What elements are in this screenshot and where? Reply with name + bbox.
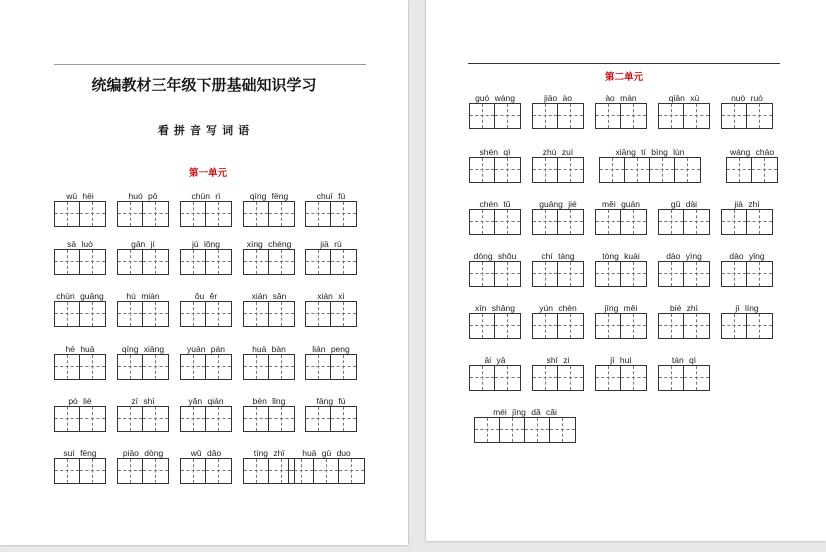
tian-grid-cell <box>727 158 752 182</box>
pinyin-label: huā bàn <box>252 344 286 354</box>
pinyin-label: měi guān <box>602 199 640 209</box>
tian-grid-cell <box>533 262 558 286</box>
pinyin-label: suí fēng <box>63 448 97 458</box>
pinyin-label: yún chèn <box>539 303 577 313</box>
tian-grid-cell <box>331 250 356 274</box>
writing-box[interactable] <box>658 313 710 339</box>
pinyin-label: chūn guāng <box>56 291 104 301</box>
tian-grid-cell <box>596 366 621 390</box>
tian-grid-cell <box>747 104 772 128</box>
tian-grid-cell <box>80 407 105 431</box>
tian-grid-cell <box>206 302 231 326</box>
tian-grid-cell <box>306 302 331 326</box>
tian-grid-cell <box>495 158 520 182</box>
tian-grid-cell <box>206 202 231 226</box>
pinyin-label: dào yìng <box>666 251 702 261</box>
tian-grid-cell <box>80 302 105 326</box>
tian-grid-cell <box>495 262 520 286</box>
pinyin-label: tíng zhǐ <box>253 448 285 458</box>
tian-grid-cell <box>650 158 675 182</box>
tian-grid-cell <box>118 459 143 483</box>
tian-grid-cell <box>206 459 231 483</box>
pinyin-label: zī shì <box>131 396 155 406</box>
writing-box[interactable] <box>117 301 169 327</box>
tian-grid-cell <box>470 158 495 182</box>
tian-grid-cell <box>600 158 625 182</box>
tian-grid-cell <box>500 418 525 442</box>
tian-grid-cell <box>558 158 583 182</box>
writing-box[interactable] <box>474 417 576 443</box>
pinyin-label: xíng chéng <box>246 239 292 249</box>
pinyin-label: chuī fú <box>316 191 346 201</box>
tian-grid-cell <box>533 366 558 390</box>
writing-box[interactable] <box>595 261 647 287</box>
writing-box[interactable] <box>721 261 773 287</box>
tian-grid-cell <box>55 355 80 379</box>
tian-grid-cell <box>470 104 495 128</box>
tian-grid-cell <box>331 202 356 226</box>
tian-grid-cell <box>558 262 583 286</box>
writing-box[interactable] <box>305 201 357 227</box>
tian-grid-cell <box>470 314 495 338</box>
tian-grid-cell <box>533 314 558 338</box>
writing-box[interactable] <box>243 301 295 327</box>
tian-grid-cell <box>306 355 331 379</box>
pinyin-label: jiā rù <box>320 239 342 249</box>
writing-box[interactable] <box>595 209 647 235</box>
pinyin-label: fāng fú <box>316 396 346 406</box>
document-page-left <box>0 0 408 545</box>
writing-box[interactable] <box>726 157 778 183</box>
writing-box[interactable] <box>595 103 647 129</box>
pinyin-label: tán qì <box>671 355 697 365</box>
pinyin-label: ào màn <box>605 93 637 103</box>
pinyin-label: guó wáng <box>475 93 515 103</box>
tian-grid-cell <box>495 210 520 234</box>
pinyin-label: sā luò <box>67 239 93 249</box>
writing-box[interactable] <box>305 406 357 432</box>
pinyin-label: chí táng <box>541 251 575 261</box>
writing-box[interactable] <box>305 354 357 380</box>
tian-grid-cell <box>181 250 206 274</box>
tian-grid-cell <box>306 407 331 431</box>
pinyin-label: qīng xiāng <box>121 344 165 354</box>
tian-grid-cell <box>244 302 269 326</box>
writing-box[interactable] <box>469 365 521 391</box>
pinyin-label: qīng fēng <box>249 191 289 201</box>
pinyin-label: gǔ dài <box>670 199 698 209</box>
tian-grid-cell <box>621 262 646 286</box>
pinyin-label: jī huì <box>610 355 632 365</box>
tian-grid-cell <box>470 210 495 234</box>
tian-grid-cell <box>533 210 558 234</box>
tian-grid-cell <box>495 314 520 338</box>
writing-box[interactable] <box>532 313 584 339</box>
tian-grid-cell <box>80 355 105 379</box>
writing-box[interactable] <box>54 201 106 227</box>
pinyin-label: huó pō <box>128 191 158 201</box>
tian-grid-cell <box>596 104 621 128</box>
tian-grid-cell <box>55 202 80 226</box>
writing-box[interactable] <box>721 103 773 129</box>
tian-grid-cell <box>752 158 777 182</box>
tian-grid-cell <box>684 314 709 338</box>
tian-grid-cell <box>495 104 520 128</box>
tian-grid-cell <box>659 366 684 390</box>
tian-grid-cell <box>118 202 143 226</box>
pinyin-label: jiāo ào <box>543 93 573 103</box>
pinyin-label: xián sǎn <box>251 291 287 301</box>
tian-grid-cell <box>621 314 646 338</box>
tian-grid-cell <box>55 459 80 483</box>
tian-grid-cell <box>80 459 105 483</box>
tian-grid-cell <box>533 158 558 182</box>
writing-box[interactable] <box>180 249 232 275</box>
writing-box[interactable] <box>595 313 647 339</box>
pinyin-label: jì líng <box>735 303 759 313</box>
tian-grid-cell <box>621 210 646 234</box>
pinyin-label: dòng shǒu <box>473 251 517 261</box>
tian-grid-cell <box>550 418 575 442</box>
writing-box[interactable] <box>180 458 232 484</box>
pinyin-label: hé huā <box>65 344 95 354</box>
tian-grid-cell <box>118 302 143 326</box>
writing-box[interactable] <box>658 209 710 235</box>
pinyin-label: wǔ dǎo <box>190 448 222 458</box>
writing-box[interactable] <box>532 103 584 129</box>
header-rule <box>54 64 366 65</box>
tian-grid-cell <box>596 210 621 234</box>
tian-grid-cell <box>747 262 772 286</box>
writing-box[interactable] <box>469 209 521 235</box>
writing-box[interactable] <box>54 406 106 432</box>
pinyin-label: hú miàn <box>126 291 160 301</box>
tian-grid-cell <box>596 262 621 286</box>
tian-grid-cell <box>269 250 294 274</box>
writing-box[interactable] <box>532 157 584 183</box>
pinyin-label: wáng cháo <box>729 147 775 157</box>
pinyin-label: xiāng tí bìng lùn <box>615 147 685 157</box>
tian-grid-cell <box>331 302 356 326</box>
unit-heading: 第一单元 <box>188 168 227 179</box>
tian-grid-cell <box>747 314 772 338</box>
pinyin-label: shén qì <box>479 147 511 157</box>
tian-grid-cell <box>495 366 520 390</box>
writing-box[interactable] <box>532 365 584 391</box>
tian-grid-cell <box>621 104 646 128</box>
tian-grid-cell <box>722 262 747 286</box>
writing-box[interactable] <box>117 406 169 432</box>
writing-box[interactable] <box>54 249 106 275</box>
pinyin-label: zhù zuì <box>542 147 574 157</box>
pinyin-label: huā gū duo <box>302 448 351 458</box>
tian-grid-cell <box>558 314 583 338</box>
tian-grid-cell <box>143 407 168 431</box>
pinyin-label: tòng kuài <box>602 251 640 261</box>
writing-box[interactable] <box>469 103 521 129</box>
tian-grid-cell <box>181 355 206 379</box>
tian-grid-cell <box>684 210 709 234</box>
tian-grid-cell <box>244 407 269 431</box>
tian-grid-cell <box>143 355 168 379</box>
tian-grid-cell <box>470 262 495 286</box>
writing-box[interactable] <box>595 365 647 391</box>
tian-grid-cell <box>181 459 206 483</box>
writing-box[interactable] <box>243 354 295 380</box>
writing-box[interactable] <box>305 301 357 327</box>
tian-grid-cell <box>675 158 700 182</box>
writing-box[interactable] <box>117 458 169 484</box>
pinyin-label: chūn rì <box>191 191 221 201</box>
writing-box[interactable] <box>469 261 521 287</box>
tian-grid-cell <box>659 262 684 286</box>
pinyin-label: wū hēi <box>66 191 94 201</box>
tian-grid-cell <box>684 262 709 286</box>
writing-box[interactable] <box>532 209 584 235</box>
tian-grid-cell <box>80 202 105 226</box>
tian-grid-cell <box>181 302 206 326</box>
tian-grid-cell <box>269 302 294 326</box>
tian-grid-cell <box>269 202 294 226</box>
pinyin-label: nuò ruò <box>731 93 763 103</box>
pinyin-label: lián peng <box>312 344 350 354</box>
writing-box[interactable] <box>54 301 106 327</box>
pinyin-label: pò liè <box>68 396 92 406</box>
page-title: 统编教材三年级下册基础知识学习 <box>91 77 317 94</box>
tian-grid-cell <box>625 158 650 182</box>
writing-box[interactable] <box>180 406 232 432</box>
tian-grid-cell <box>206 407 231 431</box>
tian-grid-cell <box>244 459 269 483</box>
writing-box[interactable] <box>721 209 773 235</box>
tian-grid-cell <box>55 407 80 431</box>
pinyin-label: chén tǔ <box>479 199 511 209</box>
tian-grid-cell <box>289 459 314 483</box>
tian-grid-cell <box>244 355 269 379</box>
pinyin-label: xīn shǎng <box>475 303 515 313</box>
tian-grid-cell <box>269 355 294 379</box>
tian-grid-cell <box>684 366 709 390</box>
pinyin-label: méi jīng dǎ cǎi <box>493 407 557 417</box>
writing-box[interactable] <box>243 406 295 432</box>
tian-grid-cell <box>143 250 168 274</box>
tian-grid-cell <box>558 210 583 234</box>
tian-grid-cell <box>621 366 646 390</box>
pinyin-label: bié zhì <box>669 303 699 313</box>
writing-box[interactable] <box>532 261 584 287</box>
tian-grid-cell <box>722 104 747 128</box>
writing-box[interactable] <box>243 201 295 227</box>
writing-box[interactable] <box>288 458 365 484</box>
header-rule <box>468 63 780 64</box>
unit-heading: 第二单元 <box>604 72 643 83</box>
writing-box[interactable] <box>599 157 701 183</box>
pinyin-label: dào yǐng <box>729 251 765 261</box>
writing-box[interactable] <box>658 103 710 129</box>
pinyin-label: gān jí <box>131 239 155 249</box>
tian-grid-cell <box>118 250 143 274</box>
writing-box[interactable] <box>54 354 106 380</box>
tian-grid-cell <box>244 202 269 226</box>
tian-grid-cell <box>722 314 747 338</box>
tian-grid-cell <box>339 459 364 483</box>
writing-box[interactable] <box>658 365 710 391</box>
pinyin-label: jù lǒng <box>191 239 221 249</box>
tian-grid-cell <box>596 314 621 338</box>
tian-grid-cell <box>55 250 80 274</box>
writing-box[interactable] <box>658 261 710 287</box>
writing-box[interactable] <box>721 313 773 339</box>
tian-grid-cell <box>558 104 583 128</box>
writing-box[interactable] <box>117 354 169 380</box>
tian-grid-cell <box>244 250 269 274</box>
pinyin-label: yǎn qián <box>188 396 224 406</box>
tian-grid-cell <box>659 314 684 338</box>
tian-grid-cell <box>80 250 105 274</box>
pinyin-label: jīng měi <box>604 303 638 313</box>
writing-box[interactable] <box>305 249 357 275</box>
tian-grid-cell <box>181 407 206 431</box>
tian-grid-cell <box>314 459 339 483</box>
pinyin-label: guāng jié <box>539 199 577 209</box>
tian-grid-cell <box>659 104 684 128</box>
pinyin-label: bèn lǐng <box>252 396 286 406</box>
writing-box[interactable] <box>243 249 295 275</box>
pinyin-label: shī zi <box>546 355 570 365</box>
tian-grid-cell <box>269 407 294 431</box>
section-subtitle: 看 拼 音 写 词 语 <box>157 125 251 137</box>
writing-box[interactable] <box>117 201 169 227</box>
tian-grid-cell <box>306 250 331 274</box>
pinyin-label: qiān xū <box>668 93 700 103</box>
tian-grid-cell <box>684 104 709 128</box>
writing-box[interactable] <box>54 458 106 484</box>
tian-grid-cell <box>143 459 168 483</box>
pinyin-label: ǒu ěr <box>194 291 218 301</box>
writing-box[interactable] <box>469 157 521 183</box>
writing-box[interactable] <box>117 249 169 275</box>
tian-grid-cell <box>206 250 231 274</box>
tian-grid-cell <box>558 366 583 390</box>
pinyin-label: xián xì <box>317 291 345 301</box>
tian-grid-cell <box>475 418 500 442</box>
writing-box[interactable] <box>469 313 521 339</box>
tian-grid-cell <box>747 210 772 234</box>
tian-grid-cell <box>722 210 747 234</box>
tian-grid-cell <box>143 302 168 326</box>
tian-grid-cell <box>181 202 206 226</box>
tian-grid-cell <box>659 210 684 234</box>
tian-grid-cell <box>55 302 80 326</box>
tian-grid-cell <box>206 355 231 379</box>
tian-grid-cell <box>331 355 356 379</box>
tian-grid-cell <box>143 202 168 226</box>
tian-grid-cell <box>118 407 143 431</box>
tian-grid-cell <box>306 202 331 226</box>
pinyin-label: jià zhí <box>734 199 760 209</box>
pinyin-label: āi yā <box>484 355 506 365</box>
tian-grid-cell <box>331 407 356 431</box>
tian-grid-cell <box>470 366 495 390</box>
pinyin-label: yuán pán <box>187 344 225 354</box>
writing-box[interactable] <box>180 201 232 227</box>
tian-grid-cell <box>525 418 550 442</box>
writing-box[interactable] <box>180 354 232 380</box>
pinyin-label: piāo dòng <box>122 448 164 458</box>
tian-grid-cell <box>118 355 143 379</box>
tian-grid-cell <box>533 104 558 128</box>
writing-box[interactable] <box>180 301 232 327</box>
document-page-right <box>426 0 826 541</box>
